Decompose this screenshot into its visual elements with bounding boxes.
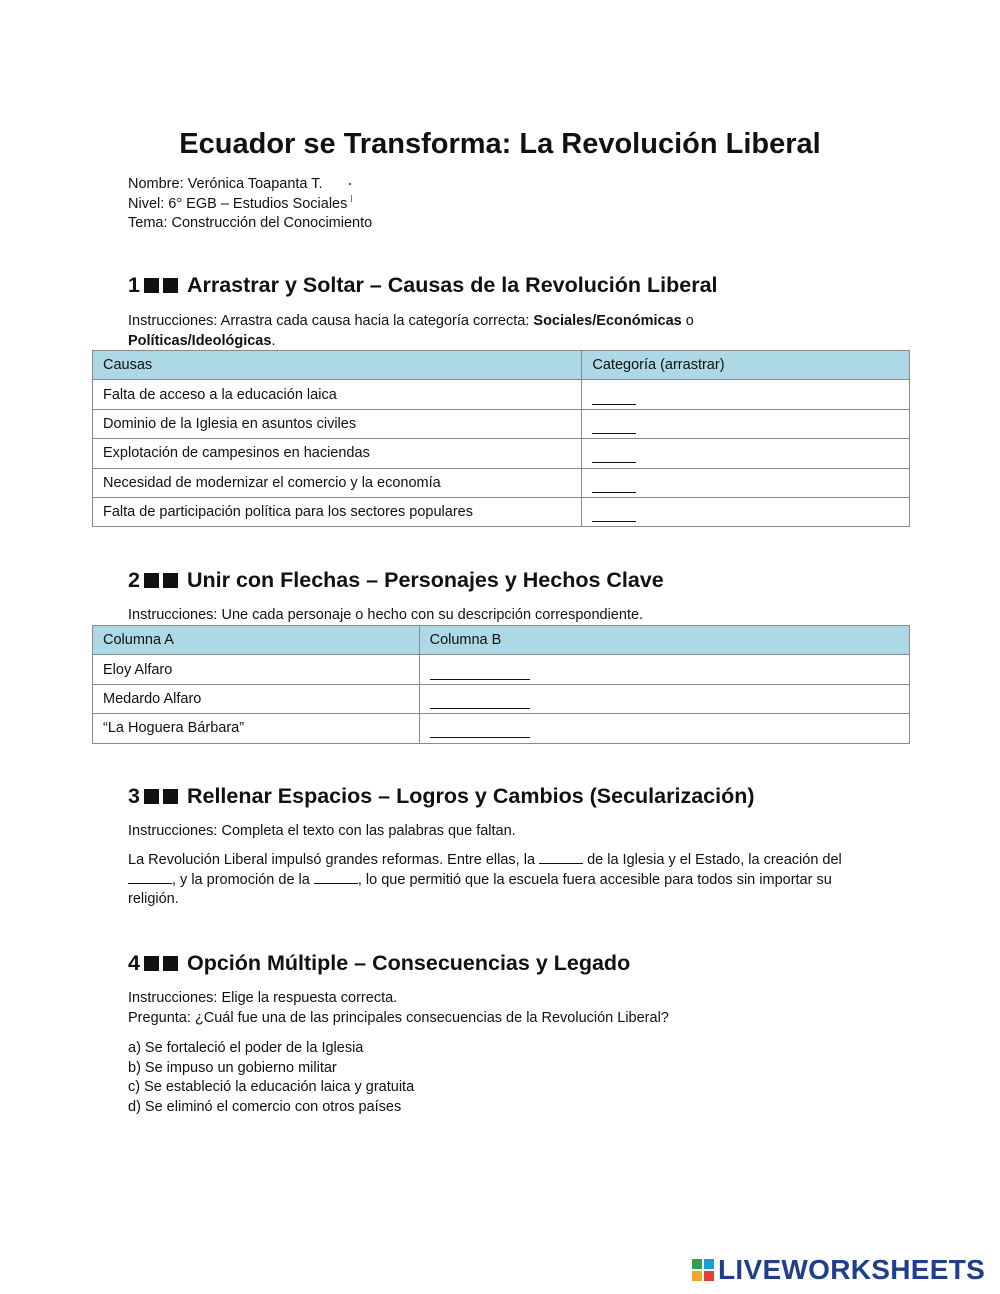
column-a-cell: Eloy Alfaro	[93, 655, 420, 684]
section-number: 3	[128, 784, 140, 808]
logo-tile	[704, 1271, 714, 1281]
option-d[interactable]: d) Se eliminó el comercio con otros países	[128, 1098, 402, 1115]
section-3-instructions: Instrucciones: Completa el texto con las palabras que faltan.	[128, 823, 516, 839]
student-level: Nivel: 6° EGB – Estudios Sociales	[128, 195, 372, 215]
square-icon	[163, 573, 178, 588]
table-row	[93, 380, 910, 409]
section-1-heading	[128, 273, 718, 298]
answer-blank[interactable]	[430, 666, 530, 680]
logo-tile	[692, 1271, 702, 1281]
cause-cell: Explotación de campesinos en haciendas	[93, 439, 582, 468]
answer-blank[interactable]	[592, 449, 636, 463]
category-drop-zone[interactable]	[582, 380, 910, 409]
column-header: Columna A	[93, 626, 420, 655]
answer-blank[interactable]	[430, 724, 530, 738]
option-b[interactable]: b) Se impuso un gobierno militar	[128, 1059, 337, 1076]
liveworksheets-logo	[692, 1254, 985, 1286]
square-icon	[144, 573, 159, 588]
causes-table	[92, 350, 910, 527]
square-icon	[163, 789, 178, 804]
category-political: Políticas/Ideológicas	[128, 332, 272, 349]
column-header: Causas	[93, 351, 582, 380]
square-icon	[163, 278, 178, 293]
section-title: Rellenar Espacios – Logros y Cambios (Secularización)	[186, 784, 755, 808]
cause-cell: Falta de acceso a la educación laica	[93, 380, 582, 409]
square-icon	[144, 956, 159, 971]
section-1-instructions: Instrucciones: Arrastra cada causa hacia la categoría correcta: Sociales/Económicas o Políticas/Ideológicas.	[128, 313, 694, 349]
section-number: 1	[128, 273, 140, 297]
section-title: Unir con Flechas – Personajes y Hechos Clave	[186, 568, 664, 592]
square-icon	[144, 789, 159, 804]
section-number: 4	[128, 951, 140, 975]
cause-cell: Falta de participación política para los sectores populares	[93, 497, 582, 526]
table-row	[93, 439, 910, 468]
section-3-heading	[128, 784, 755, 809]
student-info	[128, 175, 372, 234]
table-row	[93, 714, 910, 743]
section-2-heading	[128, 568, 664, 593]
answer-blank[interactable]	[592, 420, 636, 434]
fill-blank[interactable]	[314, 872, 358, 884]
stray-mark	[349, 183, 351, 185]
answer-blank[interactable]	[430, 695, 530, 709]
category-drop-zone[interactable]	[582, 439, 910, 468]
column-a-cell: Medardo Alfaro	[93, 684, 420, 713]
section-2-instructions: Instrucciones: Une cada personaje o hecho con su descripción correspondiente.	[128, 607, 644, 623]
match-drop-zone[interactable]	[419, 655, 909, 684]
answer-options	[128, 1039, 414, 1117]
answer-blank[interactable]	[592, 479, 636, 493]
fill-in-paragraph: La Revolución Liberal impulsó grandes reformas. Entre ellas, la de la Iglesia y el Estado, la creación del , y la promoción de la , lo que permitió que la escuela fuera accesible para todos sin importar su religión.	[128, 852, 842, 907]
instructions-text: Instrucciones: Elige la respuesta correcta.	[128, 990, 398, 1006]
section-4-heading	[128, 951, 630, 976]
answer-blank[interactable]	[592, 508, 636, 522]
category-drop-zone[interactable]	[582, 468, 910, 497]
section-title: Arrastrar y Soltar – Causas de la Revolución Liberal	[186, 273, 718, 297]
page-title: Ecuador se Transforma: La Revolución Liberal	[179, 128, 821, 160]
topic: Tema: Construcción del Conocimiento	[128, 215, 373, 231]
category-social: Sociales/Económicas	[533, 313, 682, 329]
category-drop-zone[interactable]	[582, 409, 910, 438]
option-c[interactable]: c) Se estableció la educación laica y gratuita	[128, 1079, 415, 1095]
section-title: Opción Múltiple – Consecuencias y Legado	[186, 951, 631, 975]
question-text: Pregunta: ¿Cuál fue una de las principales consecuencias de la Revolución Liberal?	[128, 1009, 669, 1026]
column-a-cell: “La Hoguera Bárbara”	[93, 714, 420, 743]
table-row	[93, 409, 910, 438]
category-drop-zone[interactable]	[582, 497, 910, 526]
table-header-row	[93, 351, 910, 380]
answer-blank[interactable]	[592, 391, 636, 405]
option-a[interactable]: a) Se fortaleció el poder de la Iglesia	[128, 1040, 364, 1056]
section-4-instructions	[128, 989, 669, 1028]
logo-tile	[704, 1259, 714, 1269]
logo-tile	[692, 1259, 702, 1269]
student-name: Nombre: Verónica Toapanta T.	[128, 175, 372, 195]
table-header-row	[93, 626, 910, 655]
cause-cell: Dominio de la Iglesia en asuntos civiles	[93, 409, 582, 438]
match-drop-zone[interactable]	[419, 684, 909, 713]
square-icon	[144, 278, 159, 293]
table-row	[93, 655, 910, 684]
logo-mark-icon	[692, 1259, 714, 1281]
matching-table	[92, 625, 910, 744]
square-icon	[163, 956, 178, 971]
table-row	[93, 468, 910, 497]
column-header: Columna B	[419, 626, 909, 655]
match-drop-zone[interactable]	[419, 714, 909, 743]
stray-mark	[351, 195, 352, 202]
section-number: 2	[128, 568, 140, 592]
logo-text: LIVEWORKSHEETS	[718, 1254, 986, 1285]
table-row	[93, 497, 910, 526]
column-header: Categoría (arrastrar)	[582, 351, 910, 380]
cause-cell: Necesidad de modernizar el comercio y la economía	[93, 468, 582, 497]
fill-blank[interactable]	[539, 852, 583, 864]
table-row	[93, 684, 910, 713]
fill-blank[interactable]	[128, 872, 172, 884]
